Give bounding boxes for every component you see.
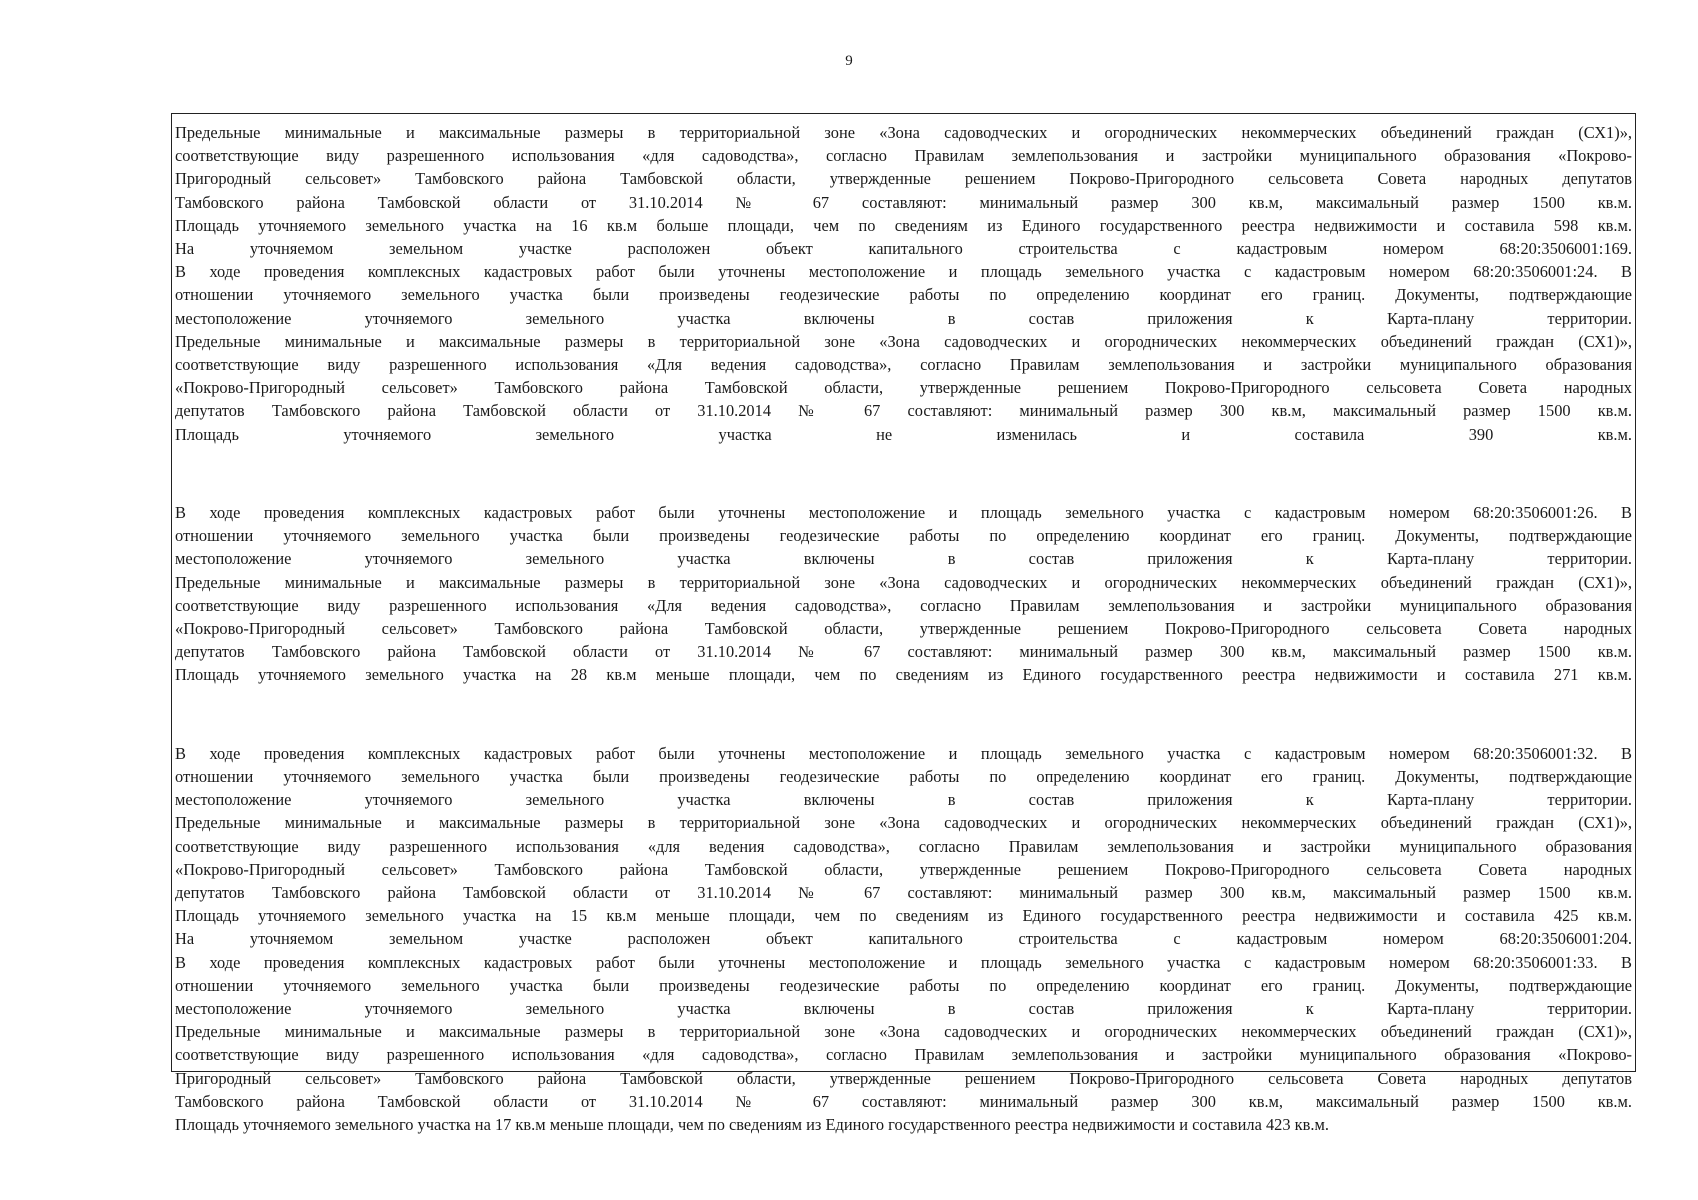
blank-line xyxy=(175,462,1632,485)
text-line: соответствующие виду разрешенного использования «Для ведения садоводства», согласно Правилам землепользования и застройки муниципального образования xyxy=(175,595,1632,615)
text-line: соответствующие виду разрешенного использования «Для ведения садоводства», согласно Правилам землепользования и застройки муниципального образования xyxy=(175,355,1632,375)
text-line: На уточняемом земельном участке расположен объект капитального строительства с кадастровым номером 68:20:3506001:169. xyxy=(175,239,1632,259)
text-line: Пригородный сельсовет» Тамбовского района Тамбовской области, утвержденные решением Покрово-Пригородного сельсовета Совета народных депутатов xyxy=(175,1068,1632,1088)
text-line: депутатов Тамбовского района Тамбовской области от 31.10.2014 № 67 составляют: минимальный размер 300 кв.м, максимальный размер 1500 кв.м. xyxy=(175,883,1632,903)
text-line: Площадь уточняемого земельного участка на 17 кв.м меньше площади, чем по сведениям из Единого государственного реестра недвижимости и составила 423 кв.м. xyxy=(175,1115,1329,1135)
text-line: соответствующие виду разрешенного использования «для садоводства», согласно Правилам землепользования и застройки муниципального образования «Покрово- xyxy=(175,146,1632,166)
text-line: Предельные минимальные и максимальные размеры в территориальной зоне «Зона садоводческих и огороднических некоммерческих объединений граждан (СХ1)», xyxy=(175,123,1632,142)
text-line: отношении уточняемого земельного участка были произведены геодезические работы по определению координат его границ. Документы, подтверждающие xyxy=(175,975,1632,995)
text-line: отношении уточняемого земельного участка были произведены геодезические работы по определению координат его границ. Документы, подтверждающие xyxy=(175,285,1632,305)
text-line: местоположение уточняемого земельного участка включены в состав приложения к Карта-плану территории. xyxy=(175,308,1632,328)
text-line: На уточняемом земельном участке расположен объект капитального строительства с кадастровым номером 68:20:3506001:204. xyxy=(175,929,1632,949)
document-text-frame xyxy=(171,113,1636,1135)
text-line: депутатов Тамбовского района Тамбовской области от 31.10.2014 № 67 составляют: минимальный размер 300 кв.м, максимальный размер 1500 кв.м. xyxy=(175,642,1632,662)
text-line: В ходе проведения комплексных кадастровых работ были уточнены местоположение и площадь земельного участка с кадастровым номером 68:20:3506001:33. В xyxy=(175,952,1632,972)
text-line: Предельные минимальные и максимальные размеры в территориальной зоне «Зона садоводческих и огороднических некоммерческих объединений граждан (СХ1)», xyxy=(175,572,1632,592)
text-line: соответствующие виду разрешенного использования «для ведения садоводства», согласно Правилам землепользования и застройки муниципального образования xyxy=(175,836,1632,856)
text-lines xyxy=(175,121,1632,1136)
text-line: Площадь уточняемого земельного участка на 28 кв.м меньше площади, чем по сведениям из Единого государственного реестра недвижимости и составила 271 кв.м. xyxy=(175,665,1632,685)
text-line: В ходе проведения комплексных кадастровых работ были уточнены местоположение и площадь земельного участка с кадастровым номером 68:20:3506001:32. В xyxy=(175,743,1632,763)
text-line: Площадь уточняемого земельного участка на 16 кв.м больше площади, чем по сведениям из Единого государственного реестра недвижимости и составила 598 кв.м. xyxy=(175,215,1632,235)
text-line: Пригородный сельсовет» Тамбовского района Тамбовской области, утвержденные решением Покрово-Пригородного сельсовета Совета народных депутатов xyxy=(175,169,1632,189)
text-line: отношении уточняемого земельного участка были произведены геодезические работы по определению координат его границ. Документы, подтверждающие xyxy=(175,767,1632,787)
text-line: местоположение уточняемого земельного участка включены в состав приложения к Карта-плану территории. xyxy=(175,790,1632,810)
text-line: «Покрово-Пригородный сельсовет» Тамбовского района Тамбовской области, утвержденные решением Покрово-Пригородного сельсовета Совета народных xyxy=(175,859,1632,879)
text-line: депутатов Тамбовского района Тамбовской области от 31.10.2014 № 67 составляют: минимальный размер 300 кв.м, максимальный размер 1500 кв.м. xyxy=(175,401,1632,421)
text-line: Тамбовского района Тамбовской области от 31.10.2014 № 67 составляют: минимальный размер 300 кв.м, максимальный размер 1500 кв.м. xyxy=(175,1091,1632,1111)
text-line: В ходе проведения комплексных кадастровых работ были уточнены местоположение и площадь земельного участка с кадастровым номером 68:20:3506001:26. В xyxy=(175,503,1632,523)
text-line: Предельные минимальные и максимальные размеры в территориальной зоне «Зона садоводческих и огороднических некоммерческих объединений граждан (СХ1)», xyxy=(175,1022,1632,1042)
text-line: В ходе проведения комплексных кадастровых работ были уточнены местоположение и площадь земельного участка с кадастровым номером 68:20:3506001:24. В xyxy=(175,262,1632,282)
page-number: 9 xyxy=(845,53,853,69)
blank-line xyxy=(175,703,1632,726)
text-line: Предельные минимальные и максимальные размеры в территориальной зоне «Зона садоводческих и огороднических некоммерческих объединений граждан (СХ1)», xyxy=(175,813,1632,833)
text-line: «Покрово-Пригородный сельсовет» Тамбовского района Тамбовской области, утвержденные решением Покрово-Пригородного сельсовета Совета народных xyxy=(175,619,1632,639)
text-line: Предельные минимальные и максимальные размеры в территориальной зоне «Зона садоводческих и огороднических некоммерческих объединений граждан (СХ1)», xyxy=(175,331,1632,351)
text-line: соответствующие виду разрешенного использования «для садоводства», согласно Правилам землепользования и застройки муниципального образования «Покрово- xyxy=(175,1045,1632,1065)
text-line: местоположение уточняемого земельного участка включены в состав приложения к Карта-плану территории. xyxy=(175,999,1632,1019)
text-line: отношении уточняемого земельного участка были произведены геодезические работы по определению координат его границ. Документы, подтверждающие xyxy=(175,526,1632,546)
text-line: Площадь уточняемого земельного участка не изменилась и составила 390 кв.м. xyxy=(175,424,1632,444)
text-line: Тамбовского района Тамбовской области от 31.10.2014 № 67 составляют: минимальный размер 300 кв.м, максимальный размер 1500 кв.м. xyxy=(175,192,1632,212)
text-line: Площадь уточняемого земельного участка на 15 кв.м меньше площади, чем по сведениям из Единого государственного реестра недвижимости и составила 425 кв.м. xyxy=(175,906,1632,926)
text-line: «Покрово-Пригородный сельсовет» Тамбовского района Тамбовской области, утвержденные решением Покрово-Пригородного сельсовета Совета народных xyxy=(175,378,1632,398)
text-line: местоположение уточняемого земельного участка включены в состав приложения к Карта-плану территории. xyxy=(175,549,1632,569)
